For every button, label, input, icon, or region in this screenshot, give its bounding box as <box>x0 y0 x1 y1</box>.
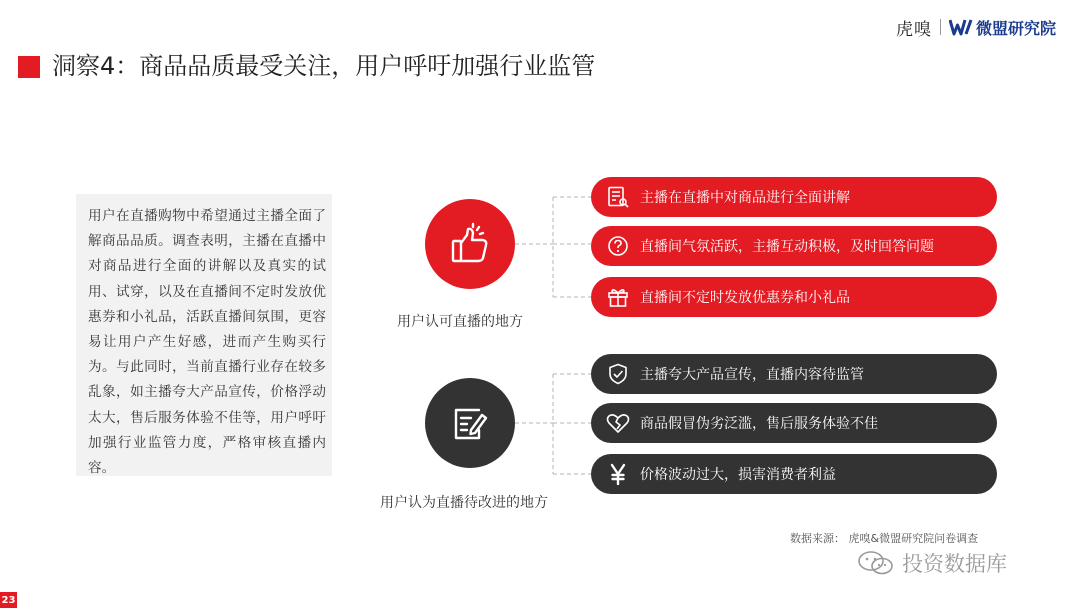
data-source: 数据来源： 虎嗅&微盟研究院问卷调查 <box>790 532 979 545</box>
shield-check-icon <box>606 362 630 386</box>
page-number: 23 <box>0 592 17 608</box>
wechat-icon <box>856 550 896 576</box>
huxiu-logo: 虎嗅 <box>896 19 932 40</box>
page-title: 洞察4：商品品质最受关注，用户呼吁加强行业监管 <box>52 52 596 80</box>
broken-heart-icon <box>606 411 630 435</box>
approved-item-2 <box>591 226 997 266</box>
approved-group-circle <box>425 199 515 289</box>
gift-icon <box>606 285 630 309</box>
weimeng-logo-text: 微盟研究院 <box>976 18 1057 38</box>
approved-item-1 <box>591 177 997 217</box>
approved-group-label: 用户认可直播的地方 <box>397 314 523 330</box>
approved-item-2-text: 直播间气氛活跃，主播互动积极，及时回答问题 <box>640 239 934 255</box>
improve-item-2 <box>591 403 997 443</box>
watermark-text: 投资数据库 <box>902 552 1007 576</box>
improve-item-1-text: 主播夸大产品宣传，直播内容待监管 <box>640 367 864 383</box>
yen-icon <box>606 462 630 486</box>
edit-document-icon <box>449 402 491 444</box>
improve-item-1 <box>591 354 997 394</box>
approved-item-3-text: 直播间不定时发放优惠券和小礼品 <box>640 290 850 306</box>
improve-group-label: 用户认为直播待改进的地方 <box>380 495 548 511</box>
approved-item-1-text: 主播在直播中对商品进行全面讲解 <box>640 190 850 206</box>
question-icon <box>606 234 630 258</box>
improve-item-3-text: 价格波动过大，损害消费者利益 <box>640 467 836 483</box>
description-text: 用户在直播购物中希望通过主播全面了解商品品质。调查表明，主播在直播中对商品进行全面的讲解以及真实的试用、试穿，以及在直播间不定时发放优惠券和小礼品，活跃直播间氛围，更容易让用户产生好感，进而产生购买行为。与此同时，当前直播行业存在较多乱象，如主播夸大产品宣传，价格浮动太大，售后服务体验不佳等，用户呼吁加强行业监管力度，严格审核直播内容。 <box>88 208 326 477</box>
thumbs-up-icon <box>447 221 493 267</box>
improve-item-2-text: 商品假冒伪劣泛滥，售后服务体验不佳 <box>640 416 878 432</box>
improve-item-3 <box>591 454 997 494</box>
approved-item-3 <box>591 277 997 317</box>
improve-group-circle <box>425 378 515 468</box>
checklist-icon <box>606 185 630 209</box>
watermark <box>856 548 1007 578</box>
